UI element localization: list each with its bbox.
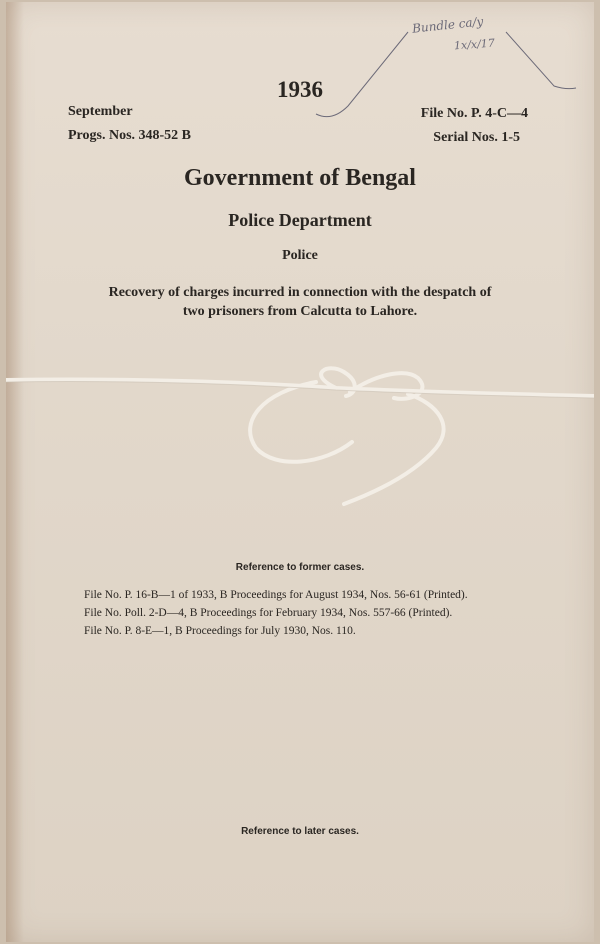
handwritten-note-line1: Bundle ca/y (411, 14, 484, 36)
reference-list (84, 586, 468, 640)
string-loose-end-right (344, 394, 444, 504)
handwritten-note-line2: 1x/x/17 (453, 36, 496, 53)
subject-line-1: Recovery of charges incurred in connection with the despatch of (108, 285, 492, 300)
tied-string (6, 2, 594, 942)
government-title: Government of Bengal (184, 165, 416, 191)
reference-former-heading: Reference to former cases. (235, 562, 365, 573)
reference-item: File No. P. 8-E—1, B Proceedings for July 1930, Nos. 110. (84, 625, 356, 637)
document-month: September (68, 104, 133, 119)
proceedings-numbers: Progs. Nos. 348-52 B (68, 128, 192, 143)
serial-numbers: Serial Nos. 1-5 (433, 130, 520, 145)
string-loose-end-left (250, 382, 352, 462)
document-year: 1936 (277, 77, 323, 102)
file-number: File No. P. 4-C—4 (420, 106, 528, 121)
reference-later-heading: Reference to later cases. (241, 826, 359, 837)
section-title: Police (282, 248, 318, 263)
reference-item: File No. P. 16-B—1 of 1933, B Proceedings for August 1934, Nos. 56-61 (Printed). (84, 589, 468, 601)
reference-item: File No. Poll. 2-D—4, B Proceedings for February 1934, Nos. 557-66 (Printed). (84, 607, 453, 619)
document-page (6, 2, 594, 942)
department-title: Police Department (228, 210, 372, 230)
subject-line-2: two prisoners from Calcutta to Lahore. (182, 304, 418, 319)
